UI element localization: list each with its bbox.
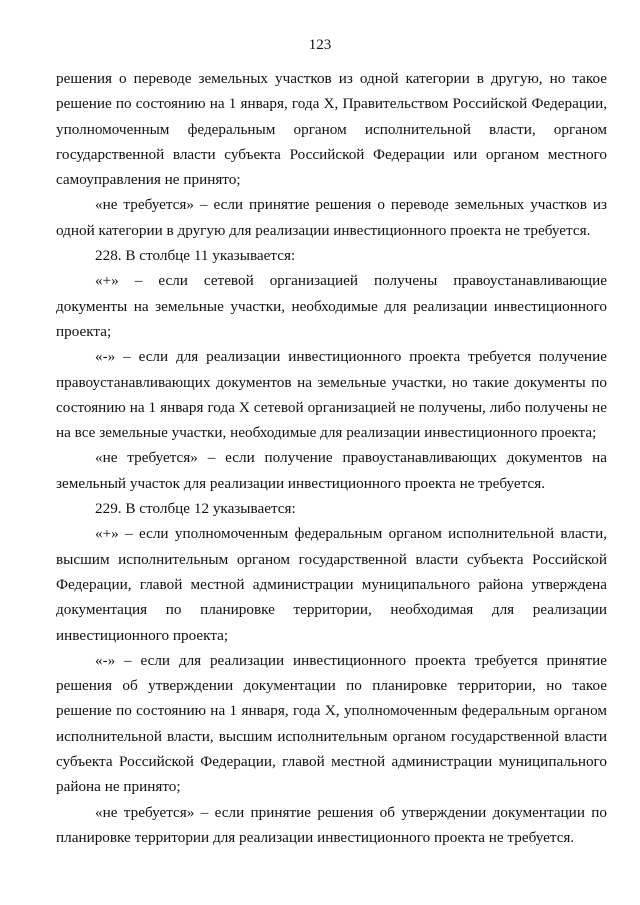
paragraph-not-required-title-documents: «не требуется» – если получение правоустанавливающих документов на земельный участок для реализации инвестиционного проекта не требуется. xyxy=(56,449,607,492)
paragraph-plus-planning-documentation: «+» – если уполномоченным федеральным органом исполнительной власти, высшим исполнительным органом государственной власти субъекта Российской Федерации, главой местной администрации муниципального района утверждена документация по планировке территории, необходимая для реализации инвестиционного проекта; xyxy=(56,525,607,644)
paragraph-not-required-land-category: «не требуется» – если принятие решения о переводе земельных участков из одной категории в другую для реализации инвестиционного проекта не требуется. xyxy=(56,196,607,239)
paragraph-not-required-planning-documentation: «не требуется» – если принятие решения об утверждении документации по планировке территории для реализации инвестиционного проекта не требуется. xyxy=(56,803,607,846)
clause-229-heading: 229. В столбце 12 указывается: xyxy=(95,500,296,518)
paragraph-minus-planning-documentation: «-» – если для реализации инвестиционного проекта требуется принятие решения об утверждении документации по планировке территории, но такое решение по состоянию на 1 января, года X, уполномоченным федеральным органом исполнительной власти, высшим исполнительным органом государственной власти субъекта Российской Федерации, главой местной администрации муниципального района не принято; xyxy=(56,651,607,796)
document-body xyxy=(56,66,607,850)
paragraph-plus-title-documents: «+» – если сетевой организацией получены правоустанавливающие документы на земельные участки, необходимые для реализации инвестиционного проекта; xyxy=(56,272,607,340)
paragraph-continuation: решения о переводе земельных участков из одной категории в другую, но такое решение по состоянию на 1 января, года X, Правительством Российской Федерации, уполномоченным федеральным органом исполнительной власти, органом государственной власти субъекта Российской Федерации или органом местного самоуправления не принято; xyxy=(56,70,607,189)
paragraph-minus-title-documents: «-» – если для реализации инвестиционного проекта требуется получение правоустанавливающих документов на земельные участки, но такие документы по состоянию на 1 января года X сетевой организацией не получены, либо получены не на все земельные участки, необходимые для реализации инвестиционного проекта; xyxy=(56,348,607,442)
clause-228-heading: 228. В столбце 11 указывается: xyxy=(95,247,296,265)
page-number: 123 xyxy=(308,37,332,53)
